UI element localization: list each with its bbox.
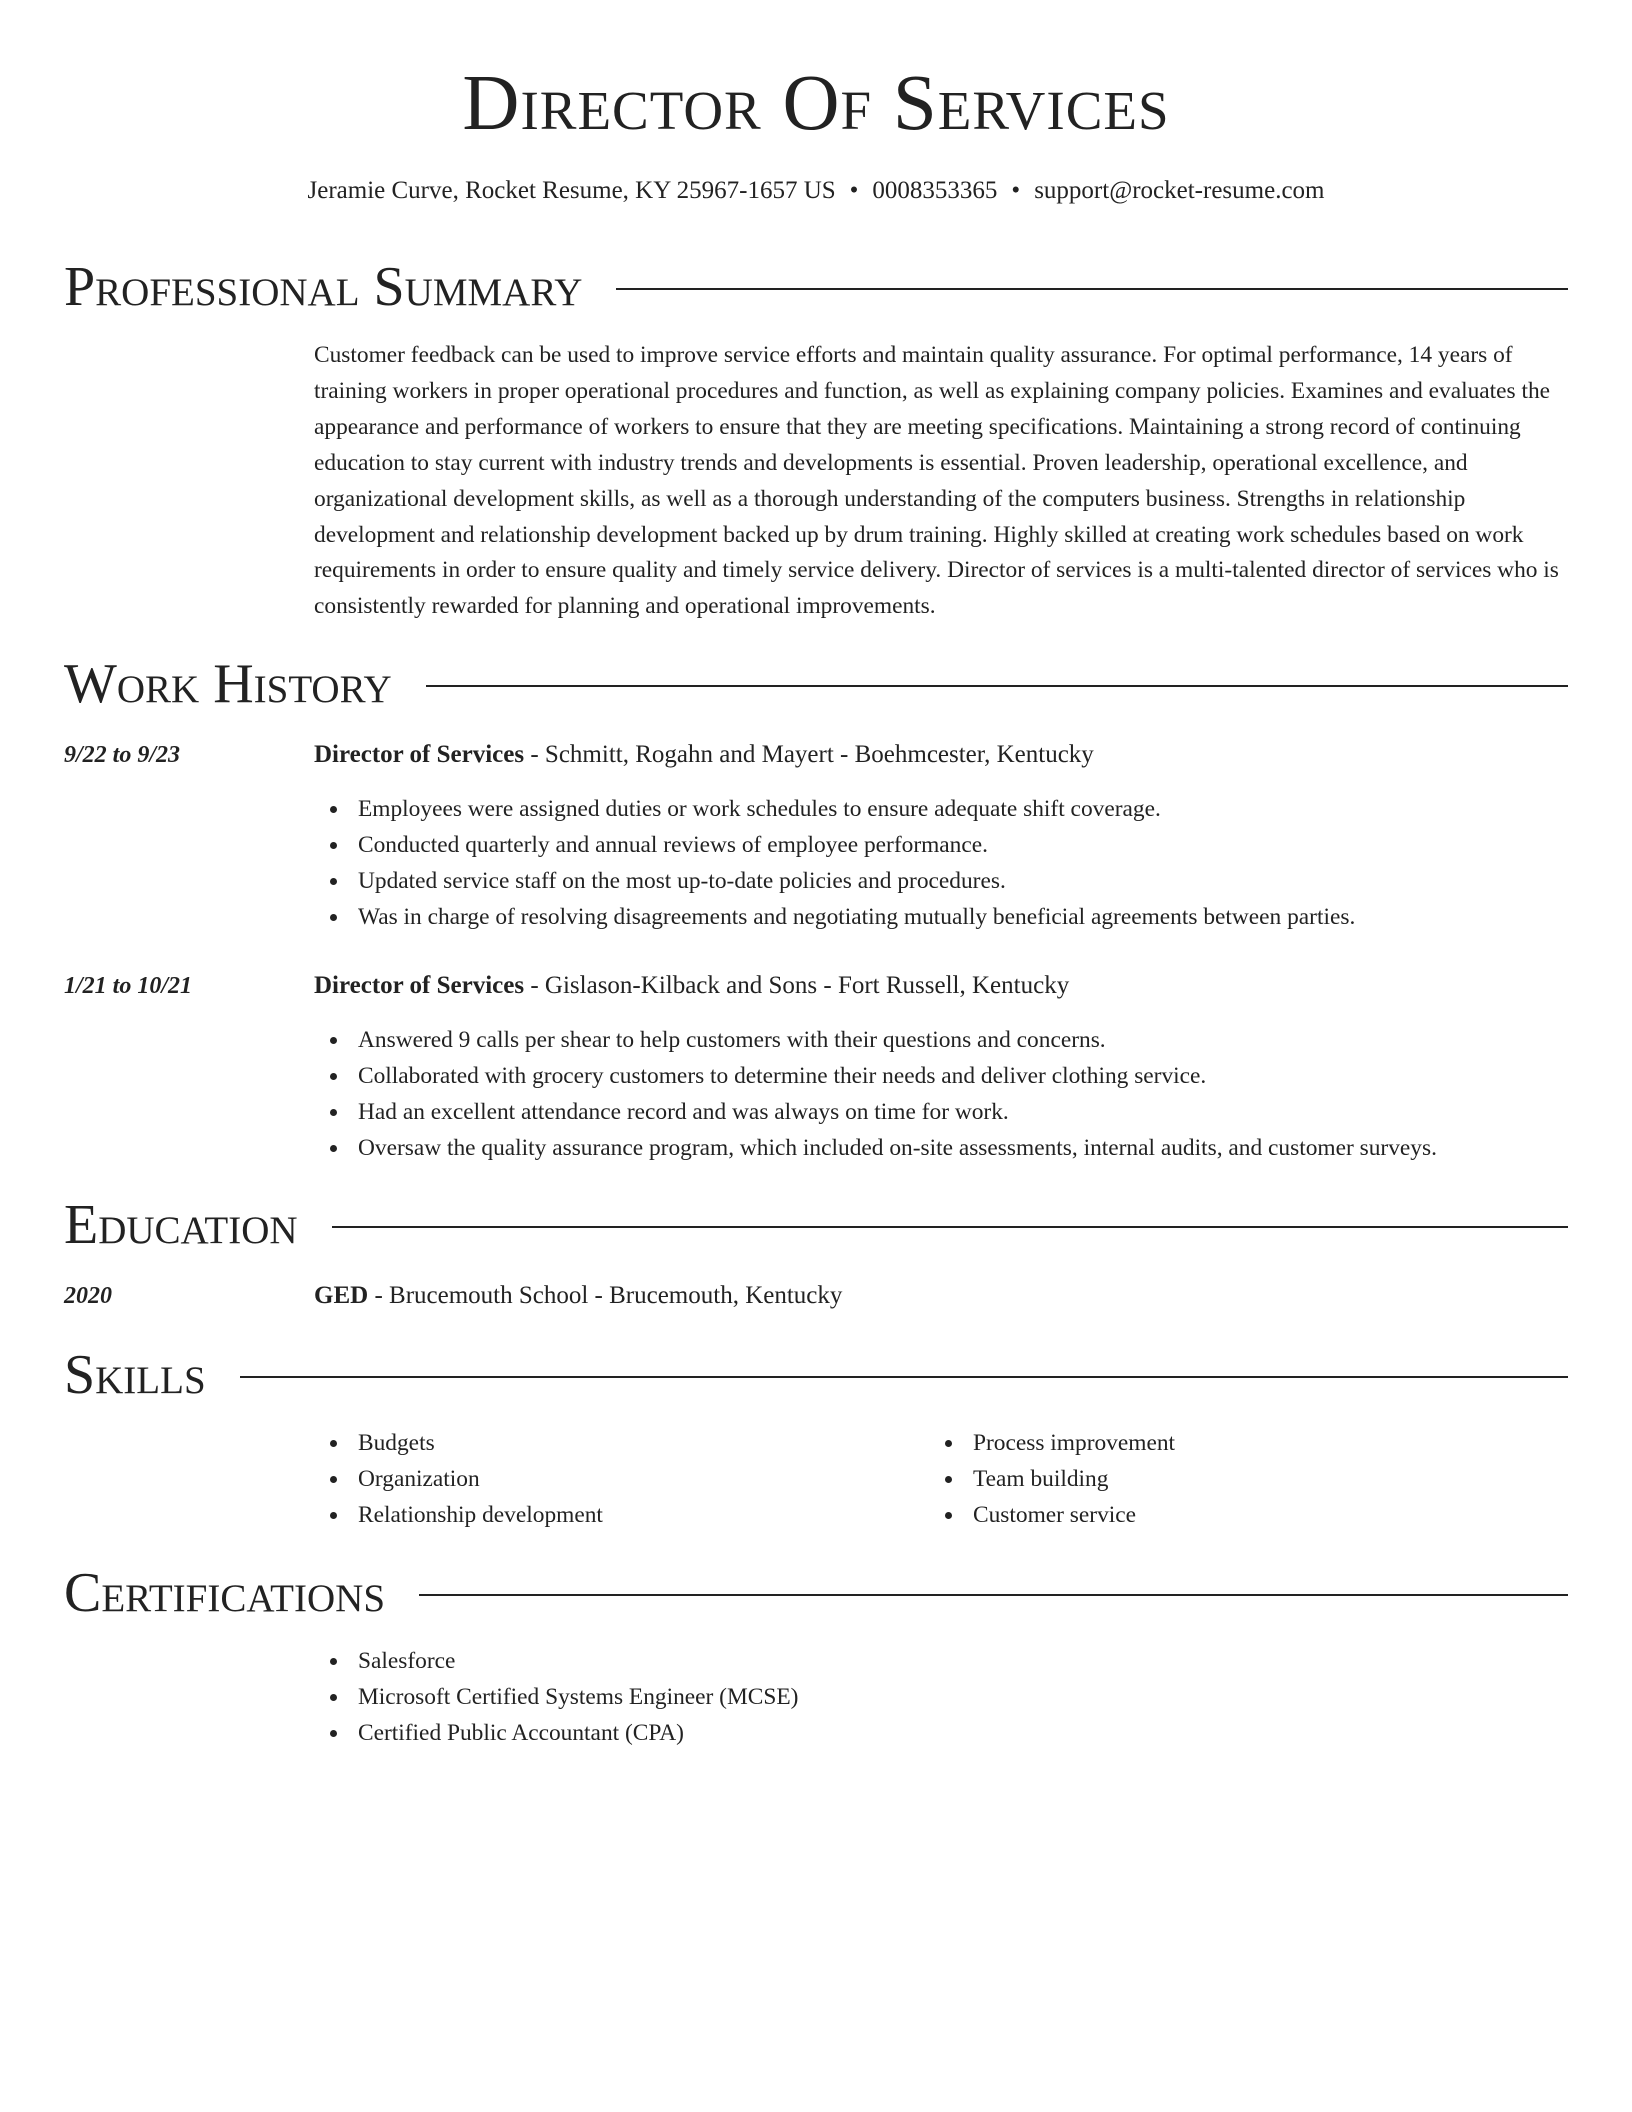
job-employer: - Schmitt, Rogahn and Mayert - Boehmcester, Kentucky: [524, 741, 1094, 768]
list-item: Budgets: [314, 1425, 603, 1461]
summary-text: Customer feedback can be used to improve service efforts and maintain quality assurance. For optimal performance, 14 years of training workers in proper operational procedures and function, as well as explaining company policies. Examines and evaluates the appearance and performance of workers to ensure that they are meeting specifications. Maintaining a strong record of continuing education to stay current with industry trends and developments is essential. Proven leadership, operational excellence, and organizational development skills, as well as a thorough understanding of the computers business. Strengths in relationship development and relationship development backed up by drum training. Highly skilled at creating work schedules based on work requirements in order to ensure quality and timely service delivery. Director of services is a multi-talented director of services who is consistently rewarded for planning and operational improvements.: [314, 342, 1559, 620]
work-section-header: [64, 649, 1568, 719]
list-item: Answered 9 calls per shear to help customers with their questions and concerns.: [314, 1022, 1437, 1058]
contact-email[interactable]: support@rocket-resume.com: [1034, 177, 1325, 204]
education-year: 2020: [64, 1283, 112, 1309]
summary-section-title: Professional Summary: [64, 256, 583, 318]
list-item: Collaborated with grocery customers to determine their needs and deliver clothing service.: [314, 1058, 1437, 1094]
section-divider: [616, 288, 1568, 290]
list-item: Employees were assigned duties or work schedules to ensure adequate shift coverage.: [314, 791, 1355, 827]
job-title: Director of Services: [314, 741, 525, 768]
skills-section-header: [64, 1340, 1568, 1410]
contact-address: Jeramie Curve, Rocket Resume, KY 25967-1657 US: [307, 177, 836, 204]
list-item: Conducted quarterly and annual reviews of employee performance.: [314, 827, 1355, 863]
list-item: Was in charge of resolving disagreements and negotiating mutually beneficial agreements between parties.: [314, 899, 1355, 935]
job-bullet-list: [314, 1022, 1437, 1166]
list-item: Updated service staff on the most up-to-date policies and procedures.: [314, 863, 1355, 899]
job-heading: [314, 968, 1069, 1004]
education-school: - Brucemouth School - Brucemouth, Kentucky: [368, 1282, 843, 1309]
certifications-section-title: Certifications: [64, 1562, 386, 1624]
skills-section-title: Skills: [64, 1344, 206, 1406]
skills-list-right: [929, 1425, 1175, 1533]
list-item: Oversaw the quality assurance program, which included on-site assessments, internal audits, and customer surveys.: [314, 1130, 1437, 1166]
contact-phone: 0008353365: [872, 177, 998, 204]
job-employer: - Gislason-Kilback and Sons - Fort Russell, Kentucky: [524, 972, 1070, 999]
work-section-title: Work History: [64, 653, 392, 715]
education-degree: GED: [314, 1282, 369, 1309]
list-item: Salesforce: [314, 1643, 798, 1679]
contact-separator: •: [849, 177, 859, 204]
list-item: Organization: [314, 1461, 603, 1497]
contact-line: [0, 173, 1632, 209]
job-dates: 1/21 to 10/21: [64, 973, 193, 999]
section-divider: [332, 1226, 1568, 1228]
skills-list-left: [314, 1425, 603, 1533]
job-dates: 9/22 to 9/23: [64, 742, 181, 768]
education-section-header: [64, 1190, 1568, 1260]
list-item: Microsoft Certified Systems Engineer (MCSE): [314, 1679, 798, 1715]
job-bullet-list: [314, 791, 1355, 935]
list-item: Process improvement: [929, 1425, 1175, 1461]
list-item: Team building: [929, 1461, 1175, 1497]
section-divider: [419, 1594, 1568, 1596]
list-item: Certified Public Accountant (CPA): [314, 1715, 798, 1751]
education-section-title: Education: [64, 1194, 298, 1256]
education-heading: [314, 1278, 842, 1314]
summary-section-header: [64, 252, 1568, 322]
job-title: Director of Services: [314, 972, 525, 999]
job-heading: [314, 737, 1094, 773]
section-divider: [426, 685, 1568, 687]
section-divider: [240, 1376, 1568, 1378]
certifications-section-header: [64, 1558, 1568, 1628]
certifications-list: [314, 1643, 798, 1751]
resume-name: Director Of Services: [462, 60, 1170, 147]
list-item: Relationship development: [314, 1497, 603, 1533]
contact-separator: •: [1011, 177, 1021, 204]
list-item: Had an excellent attendance record and was always on time for work.: [314, 1094, 1437, 1130]
list-item: Customer service: [929, 1497, 1175, 1533]
